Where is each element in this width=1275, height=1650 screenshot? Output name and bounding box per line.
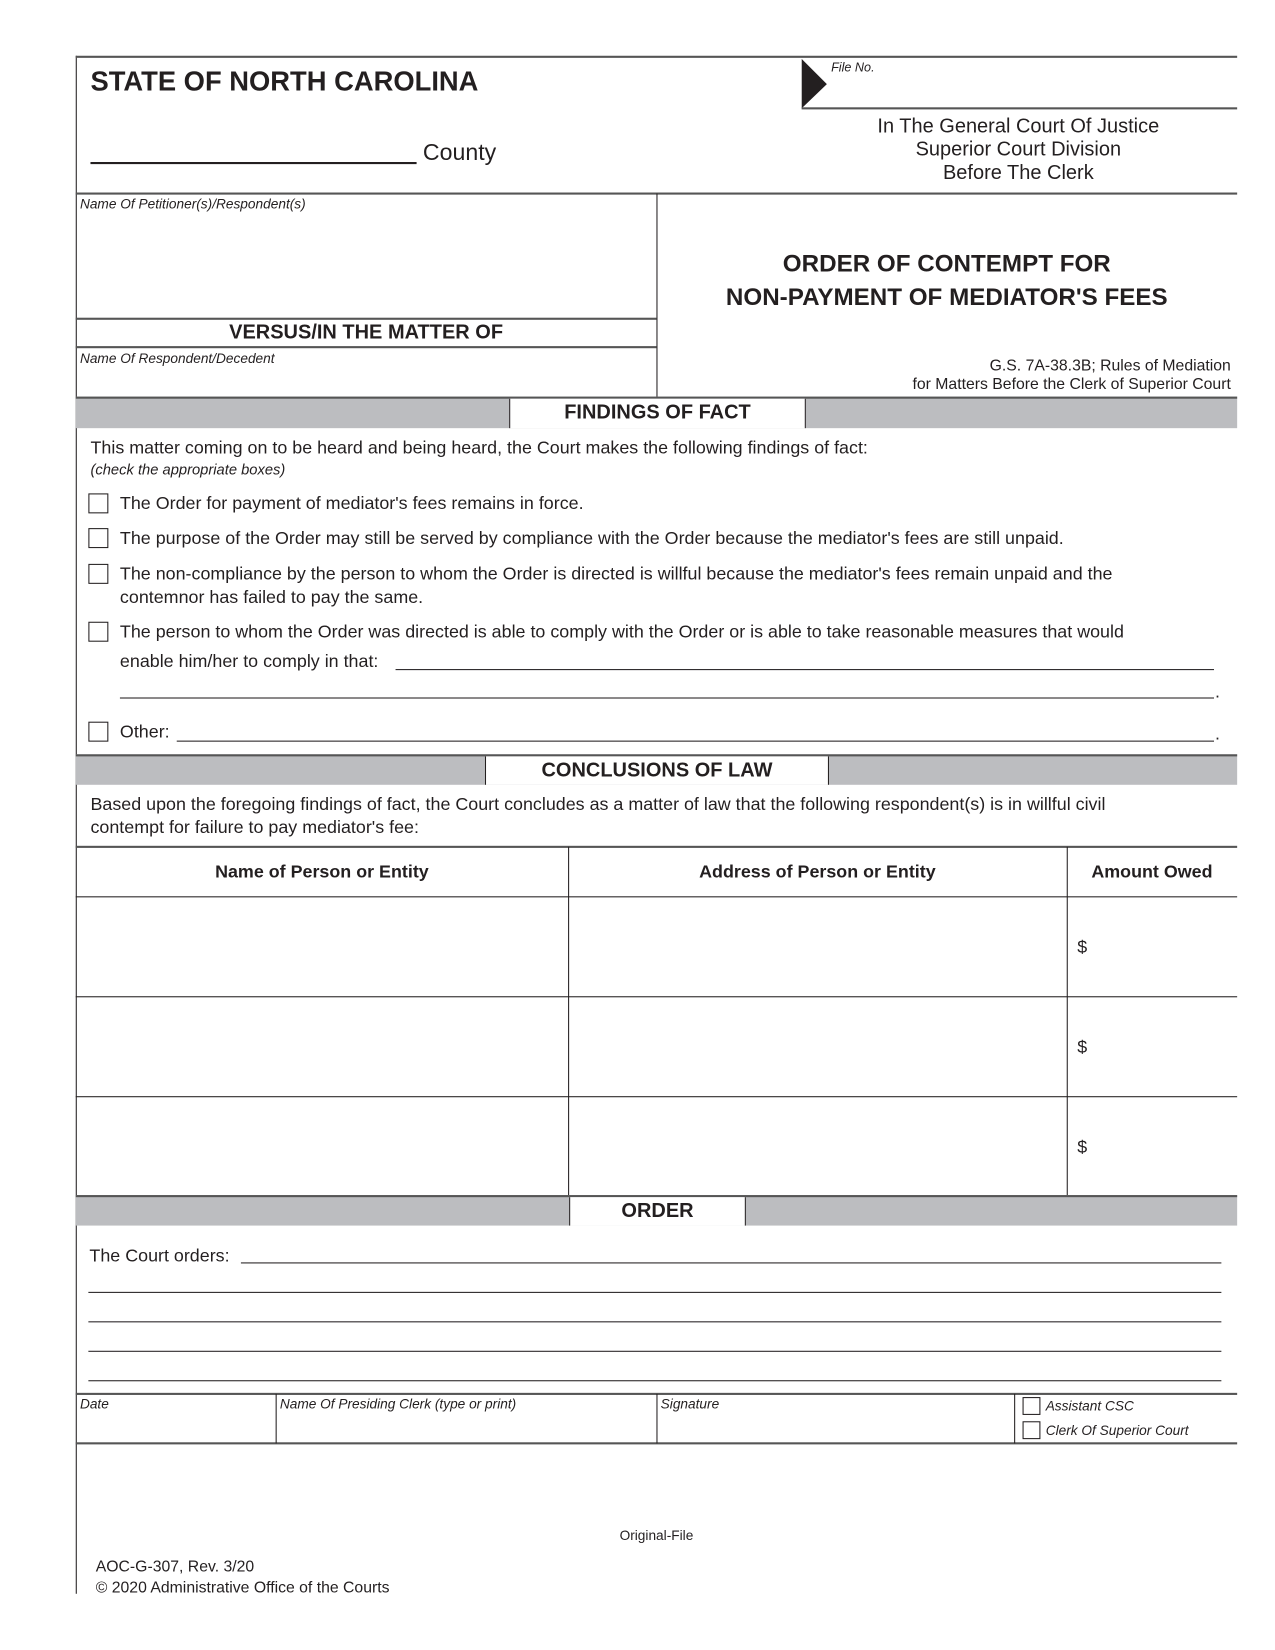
finding-4-text-cont: enable him/her to comply in that: — [119, 651, 379, 672]
court-orders-line[interactable] — [88, 1351, 1221, 1352]
finding-4-field-line2[interactable] — [120, 697, 1214, 698]
conclusions-text: Based upon the foregoing findings of fact, the Court concludes as a matter of law that the following respondent(s) is in willful civil — [90, 794, 1106, 815]
court-orders-label: The Court orders: — [89, 1245, 230, 1266]
court-orders-line[interactable] — [88, 1321, 1221, 1322]
county-label: County — [422, 138, 497, 166]
copyright: © 2020 Administrative Office of the Courts — [95, 1579, 390, 1597]
divider — [76, 346, 657, 348]
order-section-bar — [76, 1195, 1237, 1226]
signature-label: Signature — [660, 1396, 720, 1412]
form-id: AOC-G-307, Rev. 3/20 — [95, 1558, 255, 1576]
finding-4-field[interactable] — [396, 669, 1214, 670]
conclusions-section-bar — [76, 754, 1237, 785]
court-designation — [808, 116, 1229, 185]
table-top-border — [76, 846, 1237, 848]
statute-reference — [663, 357, 1231, 395]
court-line: In The General Court Of Justice — [877, 115, 1160, 138]
court-orders-line[interactable] — [88, 1380, 1221, 1381]
column-header-amount: Amount Owed — [1091, 861, 1213, 882]
form-title — [663, 246, 1231, 313]
assistant-csc-label: Assistant CSC — [1045, 1398, 1134, 1414]
findings-instruction: (check the appropriate boxes) — [90, 460, 286, 478]
column-divider — [568, 847, 569, 1196]
respondent-label: Name Of Respondent/Decedent — [79, 350, 275, 367]
amount-currency: $ — [1077, 1037, 1088, 1058]
order-heading: ORDER — [569, 1197, 746, 1225]
petitioner-label: Name Of Petitioner(s)/Respondent(s) — [79, 195, 306, 212]
row-divider — [76, 1096, 1237, 1097]
other-field[interactable] — [177, 741, 1214, 742]
finding-4-text: The person to whom the Order was directed is able to comply with the Order or is able to take reasonable measures that would — [119, 621, 1124, 642]
clerk-superior-court-checkbox[interactable] — [1023, 1421, 1041, 1439]
date-label: Date — [79, 1396, 109, 1412]
statute-line: for Matters Before the Clerk of Superior Court — [912, 375, 1231, 394]
conclusions-heading: CONCLUSIONS OF LAW — [485, 756, 829, 784]
amount-currency: $ — [1077, 1137, 1088, 1158]
column-header-address: Address of Person or Entity — [699, 861, 936, 882]
finding-3-checkbox[interactable] — [88, 564, 108, 584]
court-orders-line[interactable] — [88, 1292, 1221, 1293]
findings-section-bar — [76, 397, 1237, 429]
period: . — [1215, 681, 1221, 702]
court-line: Superior Court Division — [915, 138, 1122, 161]
divider — [1014, 1394, 1015, 1443]
finding-1-checkbox[interactable] — [88, 493, 108, 513]
frame-top-border — [76, 56, 1237, 58]
clerk-superior-court-label: Clerk Of Superior Court — [1045, 1422, 1189, 1439]
finding-4-checkbox[interactable] — [88, 622, 108, 642]
court-orders-field[interactable] — [241, 1262, 1221, 1263]
row-divider — [76, 996, 1237, 997]
file-arrow-icon — [802, 59, 829, 109]
other-label: Other: — [119, 721, 170, 742]
clerk-name-label: Name Of Presiding Clerk (type or print) — [279, 1396, 517, 1412]
assistant-csc-checkbox[interactable] — [1023, 1397, 1041, 1415]
finding-2-checkbox[interactable] — [88, 528, 108, 548]
file-no-field[interactable] — [831, 76, 1231, 105]
column-header-name: Name of Person or Entity — [215, 861, 429, 882]
divider — [76, 318, 657, 320]
title-line: ORDER OF CONTEMPT FOR — [782, 249, 1111, 277]
state-title: STATE OF NORTH CAROLINA — [90, 65, 479, 97]
findings-intro: This matter coming on to be heard and being heard, the Court makes the following findings of fact: — [90, 437, 868, 458]
divider — [656, 1394, 657, 1443]
other-checkbox[interactable] — [88, 722, 108, 742]
finding-3-text: The non-compliance by the person to whom the Order is directed is willful because the mediator's fees remain unpaid and the — [119, 563, 1113, 584]
court-line: Before The Clerk — [942, 162, 1094, 185]
findings-heading: FINDINGS OF FACT — [509, 399, 806, 428]
petitioner-field[interactable] — [80, 216, 648, 315]
conclusions-text-cont: contempt for failure to pay mediator's fee: — [90, 817, 419, 838]
period: . — [1215, 723, 1221, 744]
title-line: NON-PAYMENT OF MEDIATOR'S FEES — [725, 282, 1168, 311]
file-no-label: File No. — [831, 59, 875, 75]
column-divider — [1067, 847, 1068, 1196]
respondent-field[interactable] — [80, 368, 648, 395]
finding-1-text: The Order for payment of mediator's fees remains in force. — [119, 493, 584, 514]
statute-line: G.S. 7A-38.3B; Rules of Mediation — [989, 356, 1231, 375]
copy-designation: Original-File — [619, 1527, 694, 1544]
file-no-underline — [802, 107, 1238, 109]
divider — [276, 1394, 277, 1443]
finding-3-text-cont: contemnor has failed to pay the same. — [119, 587, 424, 608]
row-divider — [76, 896, 1237, 897]
divider — [656, 194, 657, 398]
versus-heading: VERSUS/IN THE MATTER OF — [229, 321, 504, 345]
finding-2-text: The purpose of the Order may still be served by compliance with the Order because the mediator's fees are still unpaid. — [119, 528, 1064, 549]
county-field[interactable] — [90, 162, 416, 164]
frame-left-border — [76, 56, 77, 1594]
amount-currency: $ — [1077, 937, 1088, 958]
